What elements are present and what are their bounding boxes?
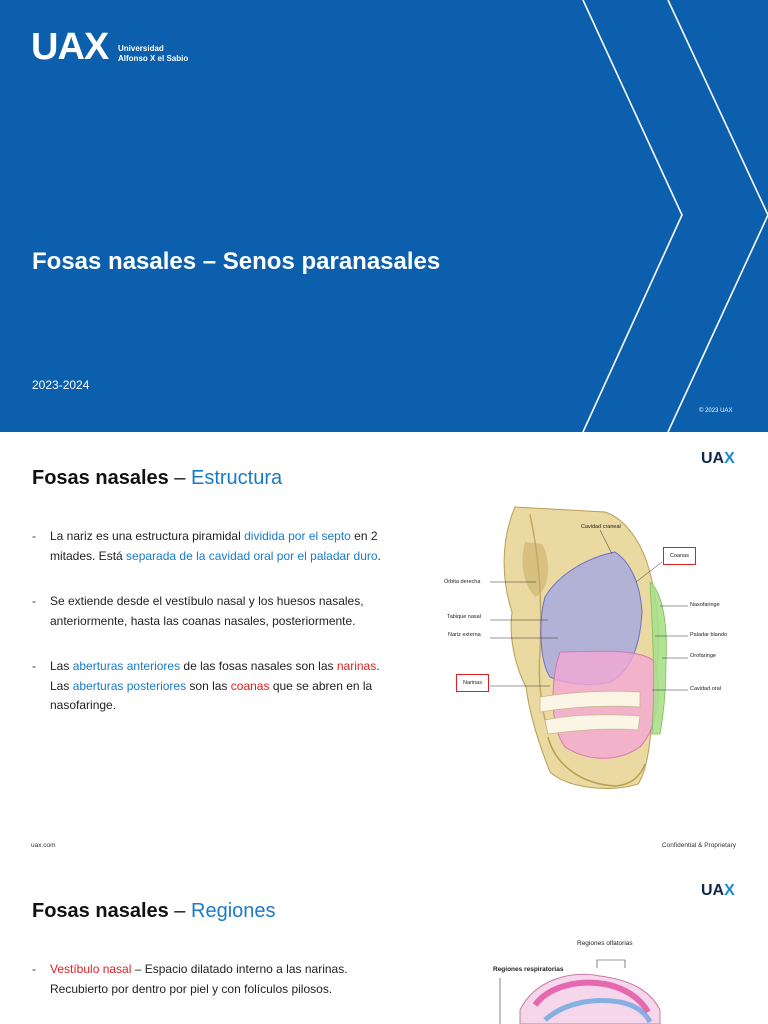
regiones-slide [0, 864, 768, 1024]
bullet-2 [32, 592, 382, 631]
b3-text-2: de las fosas nasales son las [180, 659, 337, 673]
b1-text-2: en 2 mitades. Está [50, 529, 378, 563]
label-narinas: Narinas [456, 674, 489, 692]
logo-ua: UA [701, 882, 725, 899]
title-sub: Estructura [191, 467, 283, 489]
cover-year: 2023-2024 [32, 378, 90, 392]
b1-text: – Espacio dilatado interno a las narinas. Recubierto por dentro por piel y con folículos pilosos. [50, 962, 348, 996]
uax-logo: UAX [31, 26, 109, 68]
logo-x: X [724, 882, 735, 899]
logo-ua: UA [701, 450, 725, 467]
logo-line-1: Universidad [118, 44, 164, 53]
label-nasofaringe: Nasofaringe [690, 602, 720, 608]
estructura-slide [0, 432, 768, 864]
b3-aberturas-posteriores: aberturas posteriores [72, 678, 187, 693]
slide-title [32, 467, 282, 490]
label-coanas: Coanas [663, 547, 696, 565]
uax-logo-small [701, 882, 735, 900]
label-regiones-olfatorias: Regiones olfatorias [577, 940, 633, 947]
label-nariz-externa: Nariz externa [448, 632, 481, 638]
b1-text: La nariz es una estructura piramidal [50, 529, 245, 543]
slide-title [32, 900, 276, 923]
b3-coanas: coanas [230, 678, 270, 693]
label-orofaringe: Orofaringe [690, 653, 716, 659]
label-paladar-blando: Paladar blando [690, 632, 728, 638]
b3-text-5: que se abren en la nasofaringe. [50, 678, 373, 712]
title-main: Fosas nasales [32, 900, 169, 922]
bullet-3 [32, 657, 382, 716]
b2-text: Se extiende desde el vestíbulo nasal y los huesos nasales, anteriormente, hasta las coanas nasales, posteriormente. [50, 594, 364, 628]
label-orbita-derecha: Órbita derecha [444, 579, 481, 585]
bullet-list [32, 960, 382, 999]
b3-text-4: son las [186, 678, 231, 693]
bullet-1 [32, 527, 382, 566]
cover-copyright: © 2023 UAX [699, 408, 733, 414]
b1-highlight-paladar: separada de la cavidad oral por el paladar duro [126, 548, 378, 563]
b1-vestibulo-nasal: Vestíbulo nasal [50, 962, 132, 976]
label-cavidad-craneal: Cavidad craneal [581, 524, 621, 530]
chevron-decoration [0, 0, 768, 432]
label-regiones-respiratorias: Regiones respiratorias [493, 966, 564, 973]
footer-confidential: Confidential & Proprietary [661, 842, 736, 849]
uax-logo-small [701, 450, 735, 468]
title-dash: – [168, 900, 191, 922]
b3-narinas: narinas [336, 659, 377, 673]
label-cavidad-oral: Cavidad oral [690, 686, 721, 692]
title-sub: Regiones [191, 900, 276, 922]
logo-x: X [724, 450, 735, 467]
b3-text: Las [50, 659, 73, 673]
bullet-1 [32, 960, 382, 999]
b3-aberturas-anteriores: aberturas anteriores [72, 659, 181, 673]
footer-url: uax.com [31, 842, 56, 849]
uax-logo-text [118, 44, 188, 64]
cover-title: Fosas nasales – Senos paranasales [32, 248, 441, 275]
nasal-regions-figure [490, 950, 670, 1024]
b3-text-3: . Las [50, 659, 380, 693]
title-dash: – [168, 467, 191, 489]
bullet-list [32, 527, 382, 716]
cover-slide [0, 0, 768, 432]
title-main: Fosas nasales [32, 467, 169, 489]
b1-text-3: . [377, 548, 381, 563]
b1-highlight-septo: dividida por el septo [244, 529, 351, 543]
logo-line-2: Alfonso X el Sabio [118, 54, 189, 63]
label-tabique-nasal: Tabique nasal [447, 614, 481, 620]
